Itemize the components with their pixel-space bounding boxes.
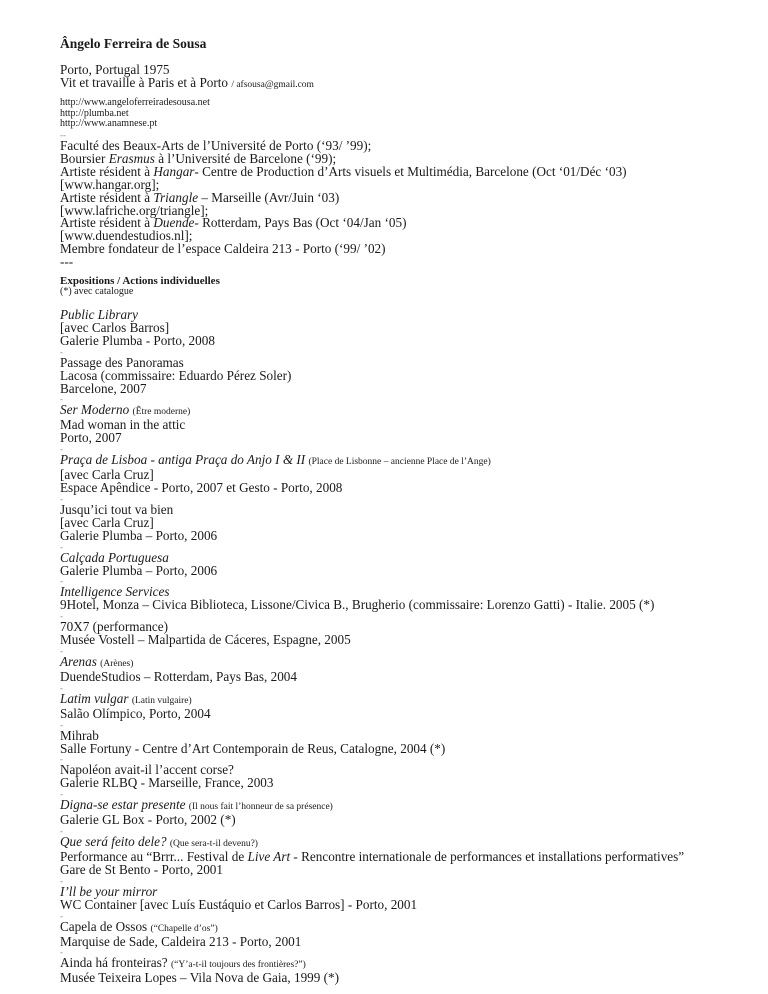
separator: - (60, 541, 63, 552)
separator: - (60, 444, 63, 455)
separator: - (60, 493, 63, 504)
birth-line: Porto, Portugal 1975 (60, 62, 170, 77)
exhibit-detail: Lacosa (commissaire: Eduardo Pérez Soler) (60, 367, 292, 383)
exhibitions-list (60, 309, 684, 985)
exhibit-title: Ainda há fronteiras? (60, 955, 168, 971)
link-plumba[interactable]: http://plumba.net (60, 107, 129, 119)
text: à l’Université de Barcelone (‘99); (154, 150, 337, 166)
separator: - (60, 346, 63, 357)
exhibit-title: Praça de Lisboa - antiga Praça do Anjo I & II (60, 452, 306, 468)
exhibit-venue: Galerie GL Box - Porto, 2002 (*) (60, 812, 236, 828)
text: Triangle (153, 189, 199, 205)
section-header (60, 275, 220, 298)
exhibit-venue: Espace Apêndice - Porto, 2007 et Gesto - Porto, 2008 (60, 479, 343, 495)
exhibit-translation: (“Chapelle d’os”) (150, 923, 218, 934)
text: Live Art (247, 849, 291, 864)
separator: - (60, 611, 63, 622)
exhibit-detail: [avec Carlos Barros] (60, 319, 170, 335)
text: – Marseille (Avr/Juin ‘03) (198, 189, 340, 205)
exhibit-title: Public Library (60, 307, 139, 322)
bio-line: [www.duendestudios.nl]; (60, 228, 193, 244)
exhibit-translation: (Latin vulgaire) (131, 695, 192, 706)
exhibit-translation: (Place de Lisbonne – ancienne Place de l’Ange) (308, 457, 491, 468)
exhibit-title: Passage des Panoramas (60, 354, 184, 370)
separator: -- (60, 130, 66, 140)
separator: - (60, 875, 63, 886)
exhibit-title: Que será feito dele? (60, 834, 167, 850)
exhibit-title: Ser Moderno (60, 402, 130, 418)
separator: - (60, 719, 63, 730)
bio-line: [www.lafriche.org/triangle]; (60, 202, 209, 218)
exhibit-translation: (“Y’a-t-il toujours des frontières?”) (170, 960, 306, 971)
exhibit-title: I’ll be your mirror (60, 883, 158, 899)
bio-block (60, 131, 627, 269)
bio-line: Membre fondateur de l’espace Caldeira 213 - Porto (‘99/ ’02) (60, 241, 386, 257)
exhibit-venue: Salle Fortuny - Centre d’Art Contemporain de Reus, Catalogne, 2004 (*) (60, 740, 446, 756)
text: Artiste résident à (60, 189, 154, 205)
artist-name: Ângelo Ferreira de Sousa (60, 36, 207, 51)
exhibit-title: Intelligence Services (60, 584, 170, 600)
separator: - (60, 789, 63, 800)
exhibit-title: Latim vulgar (60, 690, 129, 706)
text: Artiste résident à (60, 163, 154, 179)
exhibit-detail: [avec Carla Cruz] (60, 514, 154, 530)
bio-line: Faculté des Beaux-Arts de l’Université de Porto (‘93/ ’99); (60, 138, 372, 153)
exhibit-venue: 9Hotel, Monza – Civica Biblioteca, Lissone/Civica B., Brugherio (commissaire: Lorenzo Gatti) - Italie. 2005 (*) (60, 597, 655, 613)
exhibit-venue: Musée Vostell – Malpartida de Cáceres, Espagne, 2005 (60, 632, 351, 648)
text: Hangar (153, 163, 195, 179)
separator: - (60, 646, 63, 657)
text: Duende (153, 215, 195, 231)
bio-line: [www.hangar.org]; (60, 176, 160, 192)
separator: - (60, 682, 63, 693)
exhibit-translation: (Être moderne) (132, 407, 191, 418)
exhibit-venue: DuendeStudios – Rotterdam, Pays Bas, 2004 (60, 668, 297, 684)
exhibit-venue: Galerie Plumba - Porto, 2008 (60, 332, 215, 348)
exhibit-translation: (Il nous fait l’honneur de sa présence) (188, 802, 333, 813)
section-note: (*) avec catalogue (60, 286, 134, 297)
text: Performance au “Brrr... Festival de (60, 849, 248, 864)
exhibit-detail: [avec Carla Cruz] (60, 467, 154, 483)
email-text[interactable]: / afsousa@gmail.com (231, 79, 314, 90)
exhibit-venue: Galerie Plumba – Porto, 2006 (60, 562, 218, 578)
separator: - (60, 576, 63, 587)
exhibit-title: Capela de Ossos (60, 918, 148, 934)
exhibit-translation: (Arènes) (100, 659, 134, 670)
links-block (60, 98, 210, 130)
exhibit-venue: Marquise de Sade, Caldeira 213 - Porto, 2001 (60, 933, 302, 949)
separator: - (60, 826, 63, 837)
lives-line (60, 74, 314, 92)
text: - Rencontre internationale de performances et installations performatives” (290, 849, 685, 864)
exhibit-venue: Musée Teixeira Lopes – Vila Nova de Gaia, 1999 (*) (60, 970, 340, 986)
exhibit-title: Arenas (60, 654, 97, 670)
exhibit-venue: Porto, 2007 (60, 430, 122, 446)
exhibit-venue: Gare de St Bento - Porto, 2001 (60, 861, 223, 877)
exhibit-title: 70X7 (performance) (60, 619, 169, 635)
separator: - (60, 754, 63, 765)
text: Boursier (60, 150, 109, 166)
separator: - (60, 947, 63, 958)
lives-text: Vit et travaille à Paris et à Porto (60, 74, 229, 90)
text: Artiste résident à (60, 215, 154, 231)
section-title: Expositions / Actions individuelles (60, 275, 220, 287)
exhibit-title: Calçada Portuguesa (60, 549, 169, 565)
exhibit-venue: Galerie RLBQ - Marseille, France, 2003 (60, 775, 274, 791)
exhibit-detail: Mad woman in the attic (60, 417, 186, 433)
header-info (60, 64, 314, 92)
exhibit-venue: Salão Olímpico, Porto, 2004 (60, 705, 211, 721)
text: - Rotterdam, Pays Bas (Oct ‘04/Jan ‘05) (194, 215, 407, 231)
link-anamnese[interactable]: http://www.anamnese.pt (60, 118, 158, 129)
exhibit-venue: WC Container [avec Luís Eustáquio et Carlos Barros] - Porto, 2001 (60, 896, 418, 912)
exhibit-title: Napoléon avait-il l’accent corse? (60, 762, 234, 778)
separator: --- (60, 254, 74, 270)
separator: - (60, 910, 63, 921)
exhibit-title: Digna-se estar presente (60, 797, 186, 813)
separator: - (60, 394, 63, 405)
exhibit-venue: Galerie Plumba – Porto, 2006 (60, 527, 218, 543)
exhibit-venue: Barcelone, 2007 (60, 380, 147, 396)
exhibit-title: Mihrab (60, 727, 99, 743)
text: Erasmus (108, 150, 155, 166)
link-website[interactable]: http://www.angeloferreiradesousa.net (60, 97, 210, 108)
exhibit-title: Jusqu’ici tout va bien (60, 501, 174, 517)
exhibit-translation: (Que sera-t-il devenu?) (169, 839, 258, 850)
text: - Centre de Production d’Arts visuels et Multimédia, Barcelone (Oct ‘01/Déc ‘03) (194, 163, 627, 179)
